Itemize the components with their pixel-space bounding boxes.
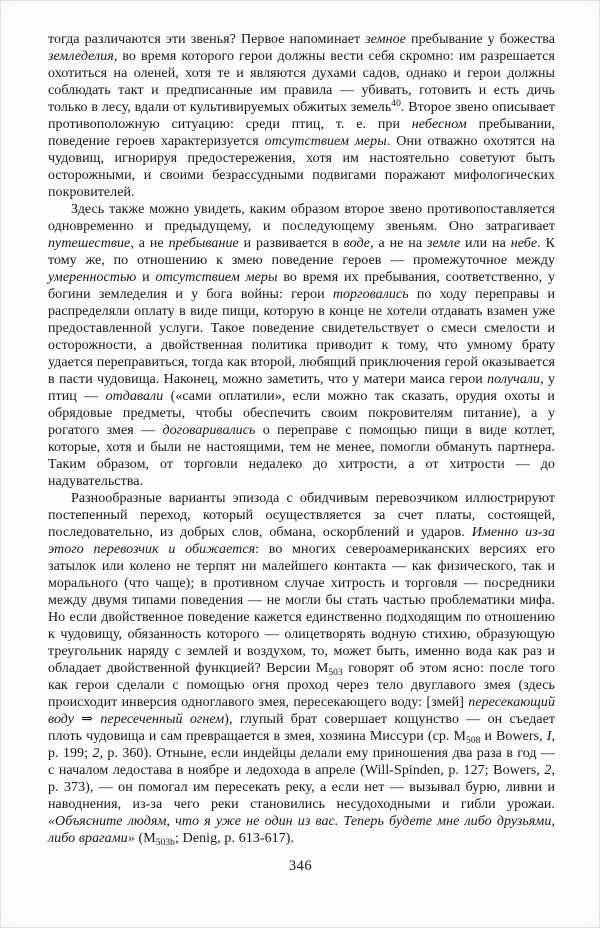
text-segment: о переправе с помощью пищи в виде котлет, которые, хотя и были не настоящими, тем не менее, помогли обмануть партнера. Таким образом, от торговли недалеко до хитрости, а от хитрости — до надувательства. <box>48 423 555 489</box>
text-segment: Здесь также можно увидеть, каким образом второе звено противопоставляется одновременно и предыдущему, и последующему звеньям. Оно затрагивает <box>48 202 555 234</box>
text-segment: Разнообразные варианты эпизода с обидчивым перевозчиком иллюстрируют постепенный переход, который осуществляется за счет платы, состоящей, последовательно, из добрых слов, обмана, оскорблений и ударов. <box>48 491 555 540</box>
text-segment: 2 <box>544 763 552 778</box>
text-segment: . Они отважно охотятся на чудовищ, игнорируя предостережения, хотя им настоятельно советуют быть осторожными, и своими безрассудными подвигами поражают мифологических покровителей. <box>48 134 555 200</box>
text-segment: , p. 373), — он помогал им пересекать реку, а если нет — вызывал бурю, ливни и наводнения, из-за чего реки становились несудоходными и гибли урожаи. <box>48 763 555 812</box>
text-segment: отсутствием меры <box>155 270 278 285</box>
text-segment: пребывании, поведение героев характеризуется <box>48 117 555 149</box>
text-segment: 2 <box>92 746 100 761</box>
footnote-marker: 40 <box>391 99 401 109</box>
text-segment: путешествие <box>48 236 131 251</box>
text-segment: . Второе звено описывает противоположную ситуацию: среди птиц, т. е. при <box>48 100 556 132</box>
text-segment: «Объясните людям, что я уже не один из вас. Теперь будете мне либо друзьями, либо врагами» <box>48 814 555 846</box>
text-segment: и Bowers, <box>480 729 547 744</box>
text-segment: или на <box>460 236 511 251</box>
text-segment: и развивается в <box>238 236 344 251</box>
text-segment: по ходу переправы и распределяли оплату в виде пищи, которую в конце не хотели отдавать взамен уже предоставленной услуги. Такое поведение свидетельствует о смеси смелости и осторожности, а двойственная политика приводит к тому, что умному брату удается переправиться, тогда как второй, любящий приключения герой оказывается в пасти чудовища. Наконец, можно заметить, что у матери маиса герои <box>48 287 555 387</box>
text-segment: : во многих североамериканских версиях его затылок или колено не терпят ни малейшего контакта — как физического, так и морального (что чаще); в противном случае хитрость и торговля — посредники между двумя типами поведения — не могли бы стать частью проблематики мифа. Но если двойственное поведение кажется единственно подходящим по отношению к чудовищу, обязанность которого — олицетворять водную стихию, образующую треугольник наряду с землей и воздухом, то, может быть, именно вода как раз и обладает двойственной функцией? Версии M <box>48 542 555 676</box>
text-segment: умеренностью <box>48 270 137 285</box>
text-segment: (M <box>134 831 156 846</box>
text-segment: , p. 360). Отныне, если индейцы делали ему приношения два раза в год — с началом ледостава в ноябре и ледохода в апреле (Will-Spinden, p. 127; Bowers, <box>48 746 555 778</box>
paragraph <box>48 31 555 201</box>
text-segment: во время их пребывания, соответственно, у богини земледелия и у бога войны: герои <box>48 270 556 302</box>
page-number: 346 <box>288 858 313 874</box>
page-text <box>48 31 555 847</box>
text-segment: , во время которого герои должны вести себя скромно: им разрешается охотиться на оленей, хотя те и являются духами садов, однако и герои должны соблюдать такт и предписанные им правила — убивать, готовить и есть дичь только в лесу, вдали от культивируемых обжитых земель <box>48 49 555 115</box>
text-segment: пребывание <box>168 236 239 251</box>
text-segment: небесном <box>411 117 467 132</box>
text-segment: говорят об этом ясно: после того как герои сделали с помощью огня проход через тело двуглавого змея (здесь происходит инверсия одноглавого змея, пересекающего воду: [змей] <box>48 661 555 710</box>
text-segment: . К тому же, по отношению к змею поведение героев — промежуточное между <box>48 236 555 268</box>
myth-index: 508 <box>466 736 481 746</box>
text-segment: пересекающий воду <box>48 695 555 727</box>
text-segment: ), глупый брат совершает кощунство — он съедает плоть чудовища и сам превращается в змея, хозяина Миссури (ср. M <box>48 712 556 744</box>
text-segment: отдавали <box>105 389 164 404</box>
text-segment: , а не на <box>370 236 427 251</box>
myth-index: 503 <box>328 668 343 678</box>
text-segment: отсутствием меры <box>264 134 387 149</box>
text-segment: небе <box>510 236 538 251</box>
text-segment: Именно из-за этого перевозчик и обижается <box>48 525 555 557</box>
text-segment: земле <box>426 236 461 251</box>
text-segment: торговались <box>332 287 409 302</box>
text-segment: ; Denig, p. 613-617). <box>174 831 295 846</box>
text-segment: получали <box>487 372 541 387</box>
text-segment: , p. 199; <box>48 729 555 761</box>
text-segment: тогда различаются эти звенья? Первое напоминает <box>48 32 366 47</box>
text-segment: («сами оплатили», если можно так сказать, орудия охоты и обрядовые предметы, чтобы обеспечить своим покровителям питание), а у рогатого змея — <box>48 389 555 438</box>
text-segment: пребывание у божества <box>405 32 555 47</box>
text-segment: ⇒ <box>74 712 101 727</box>
text-segment: пересеченный огнем <box>100 712 225 727</box>
text-segment: , у птиц — <box>48 372 555 404</box>
text-segment: I <box>546 729 552 744</box>
text-segment: земледелия <box>48 49 114 64</box>
text-segment: земное <box>365 32 406 47</box>
text-segment: воде <box>343 236 371 251</box>
paragraph <box>48 201 555 490</box>
text-segment: и <box>136 270 156 285</box>
paragraph <box>48 490 555 847</box>
text-segment: договаривались <box>162 423 256 438</box>
text-segment: , а не <box>130 236 169 251</box>
myth-index: 503b <box>155 838 175 848</box>
